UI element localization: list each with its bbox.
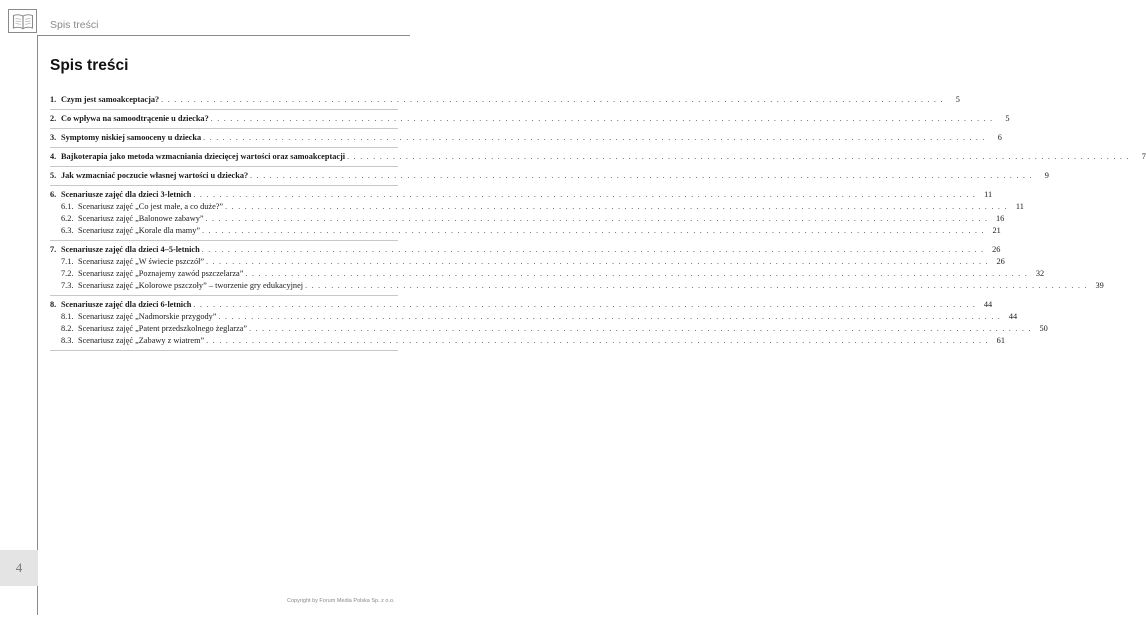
toc-subsection-entry[interactable] [50, 268, 1045, 280]
toc-dot-leader: . . . . . . . . . . . . . . . . . . . . . . . . . . . . . . . . . . . . . . . . . . . . . . . . . . . . . . . . . . . . . . . . . . . . . . . . . . . . . . . . . . . . . . . . . . . . . . . . . . . . . . . . . . . . . . . . . . . . . . . . [161, 95, 944, 104]
toc-dot-leader: . . . . . . . . . . . . . . . . . . . . . . . . . . . . . . . . . . . . . . . . . . . . . . . . . . . . . . . . . . . . . . . . . . . . . . . . . . . . . . . . . . . . . . . . . . . . . . . . . . . . . . . . . . . . . . . . . . . . . . . . [193, 300, 977, 309]
toc-chapter-entry[interactable] [50, 132, 1002, 144]
toc-page-number: 21 [992, 226, 1001, 235]
toc-entry-number: 6. [50, 190, 57, 199]
toc-dot-leader: . . . . . . . . . . . . . . . . . . . . . . . . . . . . . . . . . . . . . . . . . . . . . . . . . . . . . . . . . . . . . . . . . . . . . . . . . . . . . . . . . . . . . . . . . . . . . . . . . . . . . . . . . . . . . . . . . . . . . . . . [203, 133, 986, 142]
page-header [0, 0, 450, 36]
toc-entry-number: 6.1. [61, 202, 74, 211]
toc-chapter-block [50, 129, 1002, 148]
toc-entry-number: 2. [50, 114, 57, 123]
toc-subsection-entry[interactable] [50, 213, 1005, 225]
toc-entry-title: Jak wzmacniać poczucie własnej wartości u dziecka? [61, 171, 249, 180]
toc-chapter-entry[interactable] [50, 151, 1146, 163]
table-of-contents [50, 91, 1146, 351]
toc-entry-title: Scenariusz zajęć „Kolorowe pszczoły” – tworzenie gry edukacyjnej [78, 281, 304, 290]
toc-entry-title: Scenariusz zajęć „Nadmorskie przygody” [78, 312, 217, 321]
toc-chapter-entry[interactable] [50, 299, 993, 311]
toc-chapter-block [50, 241, 1104, 296]
toc-dot-leader: . . . . . . . . . . . . . . . . . . . . . . . . . . . . . . . . . . . . . . . . . . . . . . . . . . . . . . . . . . . . . . . . . . . . . . . . . . . . . . . . . . . . . . . . . . . . . . . . . . . . . . . . . . . . . . . . . . . . . . . . [193, 190, 977, 199]
toc-chapter-entry[interactable] [50, 113, 1010, 125]
toc-page-number: 44 [1008, 312, 1018, 321]
toc-dot-leader: . . . . . . . . . . . . . . . . . . . . . . . . . . . . . . . . . . . . . . . . . . . . . . . . . . . . . . . . . . . . . . . . . . . . . . . . . . . . . . . . . . . . . . . . . . . . . . . . . . . . . . . . . . . . . . . . . . . . . . . . [250, 171, 1033, 180]
toc-dot-leader: . . . . . . . . . . . . . . . . . . . . . . . . . . . . . . . . . . . . . . . . . . . . . . . . . . . . . . . . . . . . . . . . . . . . . . . . . . . . . . . . . . . . . . . . . . . . . . . . . . . . . . . . . . . . . . . . . . . . . . . . [205, 214, 989, 223]
toc-subsection-entry[interactable] [50, 323, 1048, 335]
toc-entry-number: 6.3. [61, 226, 74, 235]
toc-entry-number: 8.1. [61, 312, 74, 321]
toc-chapter-block [50, 296, 1048, 351]
toc-entry-number: 5. [50, 171, 57, 180]
toc-chapter-block [50, 148, 1146, 167]
toc-dot-leader: . . . . . . . . . . . . . . . . . . . . . . . . . . . . . . . . . . . . . . . . . . . . . . . . . . . . . . . . . . . . . . . . . . . . . . . . . . . . . . . . . . . . . . . . . . . . . . . . . . . . . . . . . . . . . . . . . . . . . . . . [202, 226, 985, 235]
toc-entry-title: Scenariusz zajęć „W świecie pszczół” [78, 257, 205, 266]
page-title: Spis treści [50, 57, 129, 74]
toc-subsection-entry[interactable] [50, 225, 1001, 237]
toc-entry-number: 6.2. [61, 214, 74, 223]
toc-subsection-entry[interactable] [50, 201, 1024, 213]
toc-chapter-block [50, 110, 1010, 129]
page-number-box [0, 550, 38, 586]
toc-page-number: 61 [996, 336, 1005, 345]
toc-entry-title: Scenariusz zajęć „Korale dla mamy” [78, 226, 201, 235]
toc-dot-leader: . . . . . . . . . . . . . . . . . . . . . . . . . . . . . . . . . . . . . . . . . . . . . . . . . . . . . . . . . . . . . . . . . . . . . . . . . . . . . . . . . . . . . . . . . . . . . . . . . . . . . . . . . . . . . . . . . . . . . . . . [245, 269, 1029, 278]
toc-page-number: 26 [992, 245, 1001, 254]
toc-subsection-entry[interactable] [50, 311, 1018, 323]
toc-dot-leader: . . . . . . . . . . . . . . . . . . . . . . . . . . . . . . . . . . . . . . . . . . . . . . . . . . . . . . . . . . . . . . . . . . . . . . . . . . . . . . . . . . . . . . . . . . . . . . . . . . . . . . . . . . . . . . . . . . . . . . . . [305, 281, 1088, 290]
toc-entry-number: 1. [50, 95, 57, 104]
toc-chapter-block [50, 91, 960, 110]
toc-dot-leader: . . . . . . . . . . . . . . . . . . . . . . . . . . . . . . . . . . . . . . . . . . . . . . . . . . . . . . . . . . . . . . . . . . . . . . . . . . . . . . . . . . . . . . . . . . . . . . . . . . . . . . . . . . . . . . . . . . . . . . . . [206, 336, 989, 345]
toc-page-number: 11 [1015, 202, 1024, 211]
toc-chapter-block [50, 186, 1024, 241]
toc-entry-title: Scenariusz zajęć „Balonowe zabawy” [78, 214, 204, 223]
toc-dot-leader: . . . . . . . . . . . . . . . . . . . . . . . . . . . . . . . . . . . . . . . . . . . . . . . . . . . . . . . . . . . . . . . . . . . . . . . . . . . . . . . . . . . . . . . . . . . . . . . . . . . . . . . . . . . . . . . . . . . . . . . . [225, 202, 1008, 211]
toc-entry-number: 7.2. [61, 269, 74, 278]
toc-page-number: 44 [983, 300, 993, 309]
margin-divider [37, 35, 38, 615]
page-number: 4 [15, 560, 23, 575]
toc-entry-title: Co wpływa na samoodtrącenie u dziecka? [61, 114, 209, 123]
toc-chapter-block [50, 167, 1049, 186]
toc-entry-number: 7.1. [61, 257, 74, 266]
toc-entry-title: Bajkoterapia jako metoda wzmacniania dziecięcej wartości oraz samoakceptacji [61, 152, 346, 161]
header-divider [38, 35, 410, 36]
toc-chapter-entry[interactable] [50, 189, 993, 201]
copyright-notice: Copyright by Forum Media Polska Sp. z o.o. [287, 598, 395, 604]
book-icon-box [8, 9, 37, 33]
toc-dot-leader: . . . . . . . . . . . . . . . . . . . . . . . . . . . . . . . . . . . . . . . . . . . . . . . . . . . . . . . . . . . . . . . . . . . . . . . . . . . . . . . . . . . . . . . . . . . . . . . . . . . . . . . . . . . . . . . . . . . . . . . . [201, 245, 985, 254]
toc-entry-number: 3. [50, 133, 57, 142]
toc-dot-leader: . . . . . . . . . . . . . . . . . . . . . . . . . . . . . . . . . . . . . . . . . . . . . . . . . . . . . . . . . . . . . . . . . . . . . . . . . . . . . . . . . . . . . . . . . . . . . . . . . . . . . . . . . . . . . . . . . . . . . . . . [249, 324, 1032, 333]
toc-entry-number: 8. [50, 300, 57, 309]
toc-entry-title: Scenariusz zajęć „Poznajemy zawód pszczelarza” [78, 269, 244, 278]
toc-entry-title: Scenariusz zajęć „Patent przedszkolnego żeglarza” [78, 324, 248, 333]
toc-page-number: 26 [996, 257, 1005, 266]
toc-dot-leader: . . . . . . . . . . . . . . . . . . . . . . . . . . . . . . . . . . . . . . . . . . . . . . . . . . . . . . . . . . . . . . . . . . . . . . . . . . . . . . . . . . . . . . . . . . . . . . . . . . . . . . . . . . . . . . . . . . . . . . . . [206, 257, 989, 266]
toc-entry-title: Scenariusze zajęć dla dzieci 6-letnich [61, 300, 192, 309]
toc-entry-title: Symptomy niskiej samooceny u dziecka [61, 133, 202, 142]
toc-page-number: 16 [995, 214, 1005, 223]
toc-entry-title: Scenariusze zajęć dla dzieci 4–5-letnich [61, 245, 200, 254]
toc-entry-title: Scenariusze zajęć dla dzieci 3-letnich [61, 190, 192, 199]
toc-dot-leader: . . . . . . . . . . . . . . . . . . . . . . . . . . . . . . . . . . . . . . . . . . . . . . . . . . . . . . . . . . . . . . . . . . . . . . . . . . . . . . . . . . . . . . . . . . . . . . . . . . . . . . . . . . . . . . . . . . . . . . . . [218, 312, 1002, 321]
toc-page-number: 7 [1141, 152, 1146, 161]
toc-chapter-entry[interactable] [50, 244, 1001, 256]
toc-page-number: 6 [997, 133, 1002, 142]
toc-page-number: 32 [1035, 269, 1045, 278]
toc-dot-leader: . . . . . . . . . . . . . . . . . . . . . . . . . . . . . . . . . . . . . . . . . . . . . . . . . . . . . . . . . . . . . . . . . . . . . . . . . . . . . . . . . . . . . . . . . . . . . . . . . . . . . . . . . . . . . . . . . . . . . . . . [210, 114, 994, 123]
toc-entry-title: Scenariusz zajęć „Zabawy z wiatrem” [78, 336, 205, 345]
toc-entry-number: 8.3. [61, 336, 74, 345]
toc-subsection-entry[interactable] [50, 335, 1005, 347]
toc-entry-number: 8.2. [61, 324, 74, 333]
toc-entry-title: Czym jest samoakceptacja? [61, 95, 160, 104]
toc-chapter-entry[interactable] [50, 170, 1049, 182]
toc-page-number: 5 [1005, 114, 1010, 123]
toc-page-number: 11 [984, 190, 993, 199]
toc-dot-leader: . . . . . . . . . . . . . . . . . . . . . . . . . . . . . . . . . . . . . . . . . . . . . . . . . . . . . . . . . . . . . . . . . . . . . . . . . . . . . . . . . . . . . . . . . . . . . . . . . . . . . . . . . . . . . . . . . . . . . . . . [347, 152, 1130, 161]
toc-page-number: 50 [1039, 324, 1048, 333]
open-book-icon [12, 13, 34, 30]
toc-page-number: 9 [1044, 171, 1049, 180]
running-header-title: Spis treści [50, 19, 99, 31]
toc-subsection-entry[interactable] [50, 280, 1104, 292]
toc-subsection-entry[interactable] [50, 256, 1005, 268]
toc-entry-number: 4. [50, 152, 57, 161]
toc-page-number: 5 [955, 95, 960, 104]
toc-entry-number: 7. [50, 245, 57, 254]
toc-chapter-entry[interactable] [50, 94, 960, 106]
toc-page-number: 39 [1095, 281, 1104, 290]
toc-entry-number: 7.3. [61, 281, 74, 290]
toc-entry-title: Scenariusz zajęć „Co jest małe, a co duże?” [78, 202, 224, 211]
